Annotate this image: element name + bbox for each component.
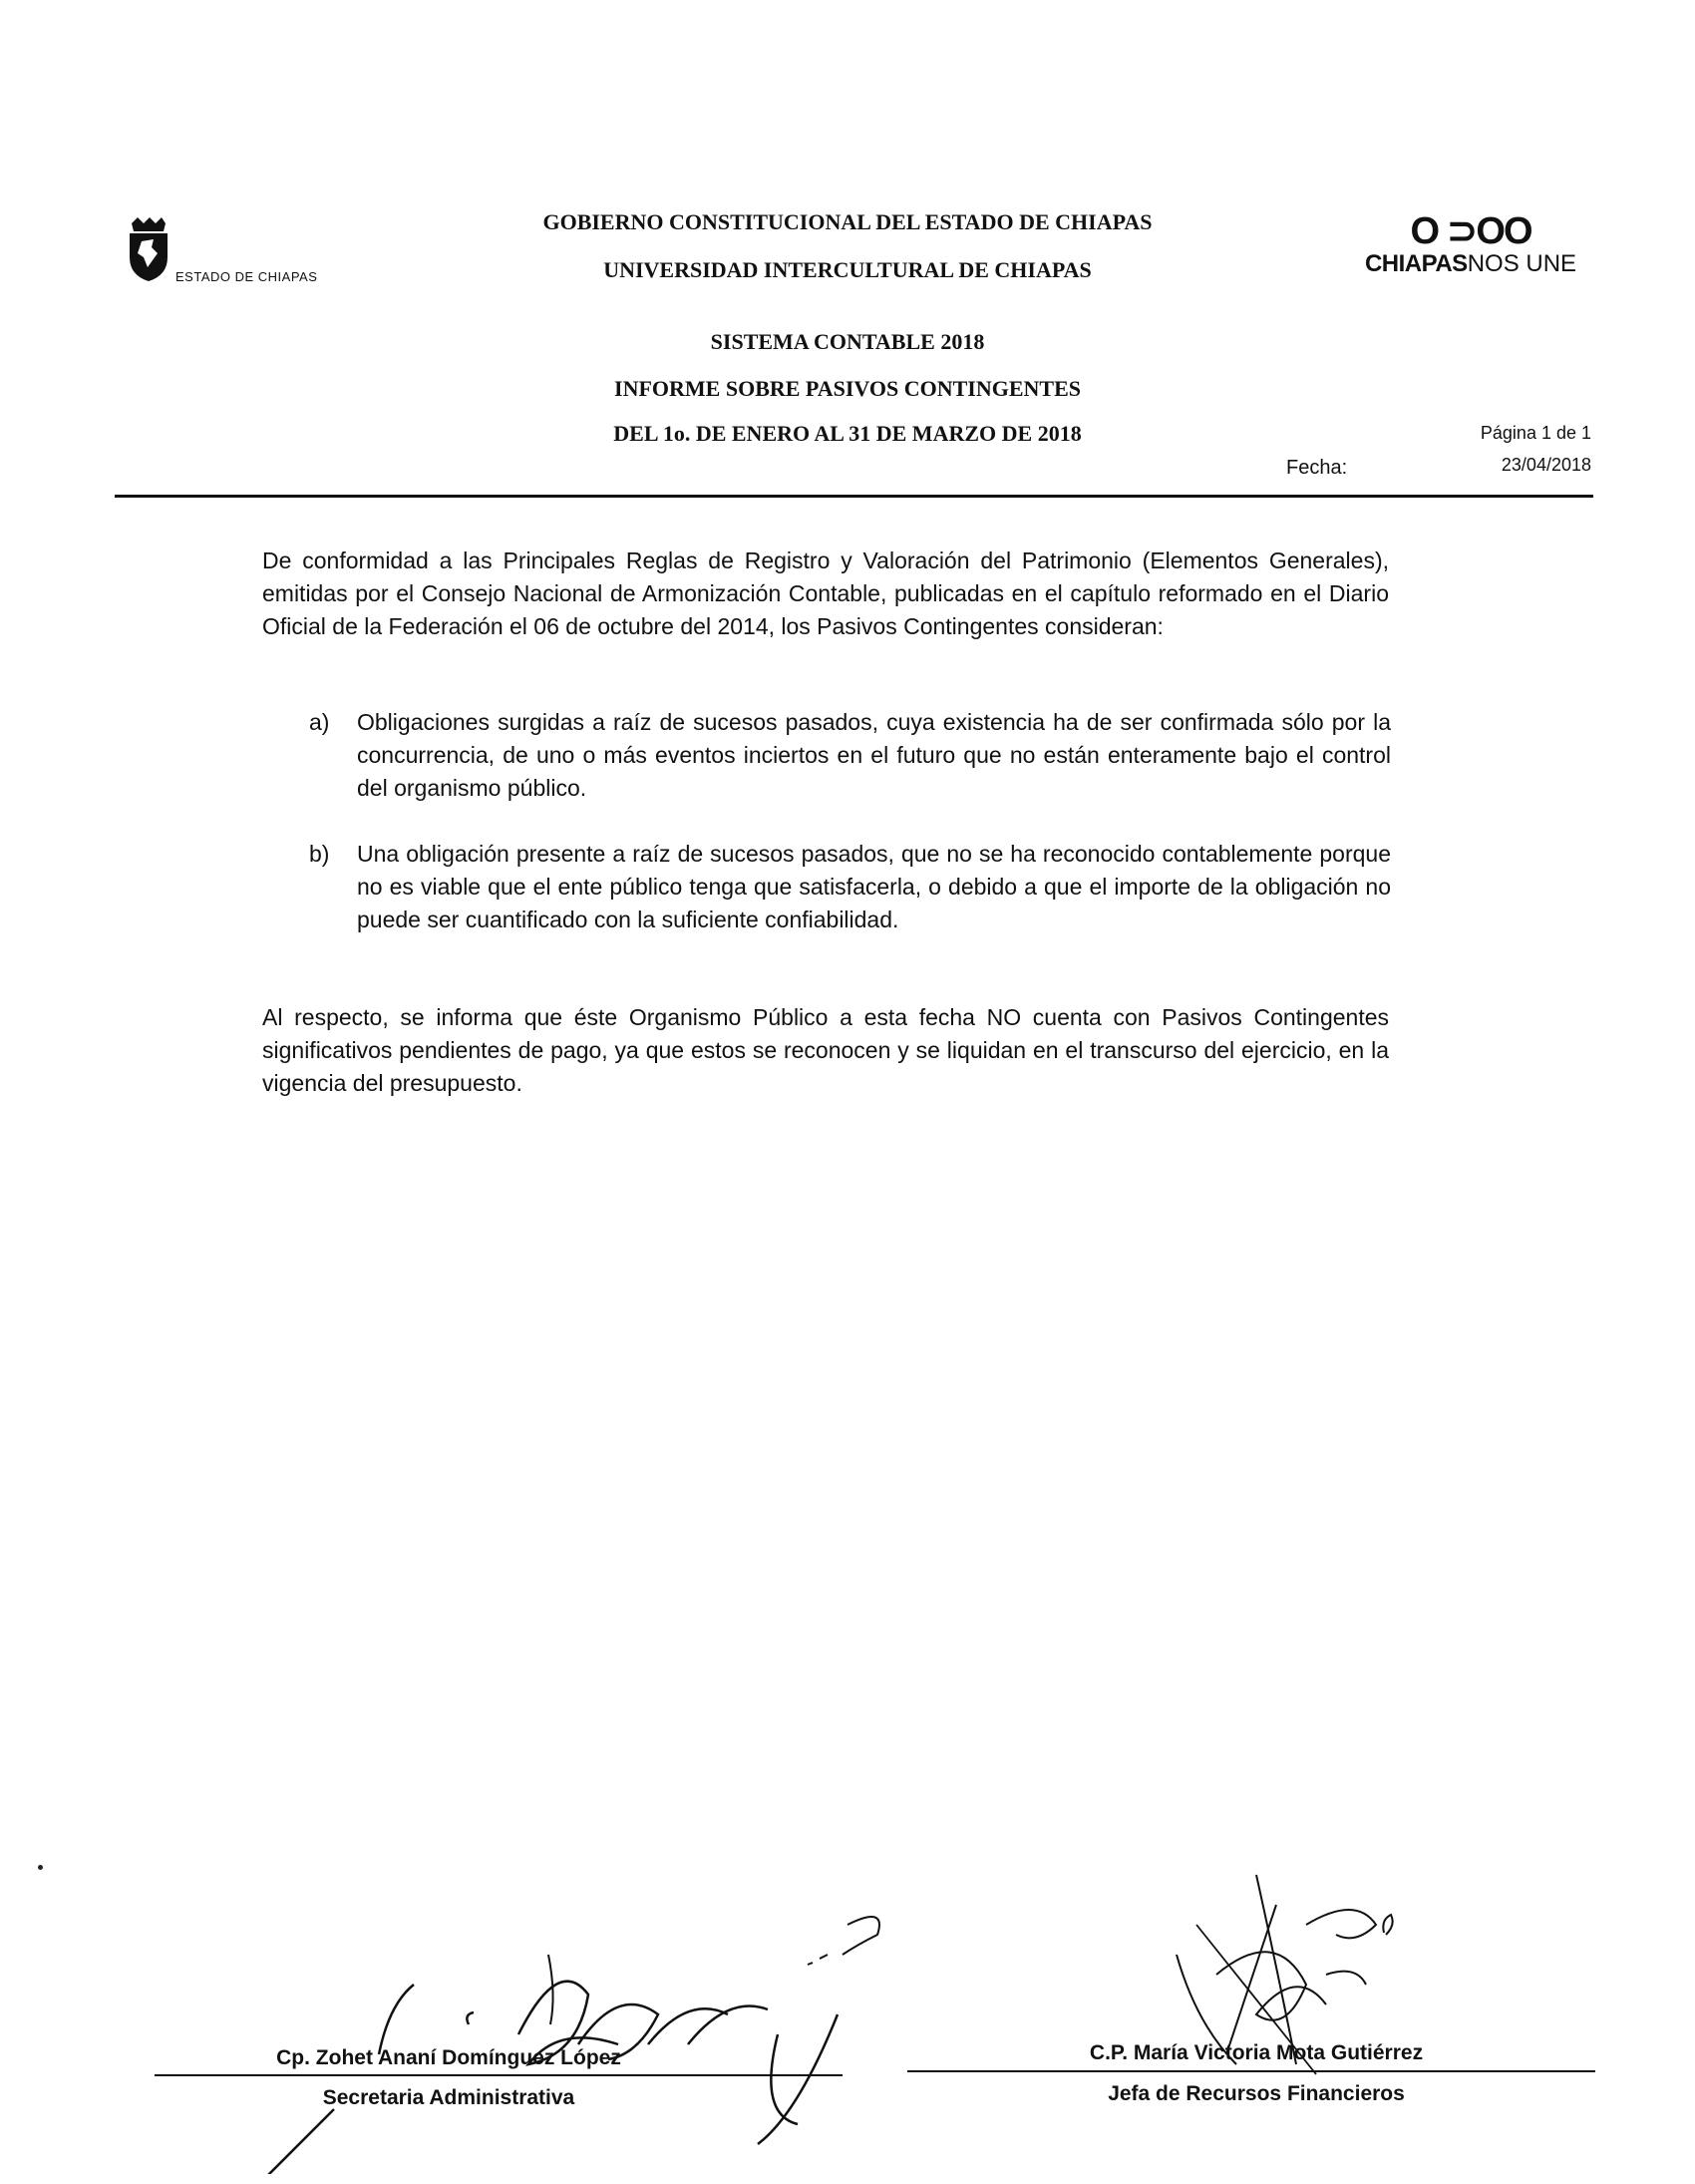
date-label: Fecha: — [1286, 457, 1348, 479]
university-title: UNIVERSIDAD INTERCULTURAL DE CHIAPAS — [603, 257, 1092, 282]
signature-line-2 — [907, 2070, 1595, 2072]
scan-dot — [38, 1865, 43, 1870]
system-title: SISTEMA CONTABLE 2018 — [710, 329, 985, 354]
period-title: DEL 1o. DE ENERO AL 31 DE MARZO DE 2018 — [613, 421, 1082, 446]
list-item-b — [309, 838, 1391, 936]
signature-scribble-1 — [239, 1915, 937, 2174]
list-item-text: Una obligación presente a raíz de sucesos pasados, que no se ha reconocido contablemente porque no es viable que el ente público tenga que satisfacerla, o debido a que el importe de la obligación no puede ser cuantificado con la suficiente confiabilidad. — [357, 841, 1391, 932]
header-divider — [115, 495, 1593, 498]
logo-slogan — [1346, 251, 1595, 277]
signature-line-1 — [155, 2074, 843, 2076]
list-item-label: b) — [309, 841, 330, 867]
report-title: INFORME SOBRE PASIVOS CONTINGENTES — [614, 376, 1081, 401]
government-title: GOBIERNO CONSTITUCIONAL DEL ESTADO DE CHIAPAS — [542, 209, 1153, 234]
logo-mark: O ⊃OO — [1410, 210, 1531, 252]
chiapas-nos-une-logo — [1346, 211, 1595, 277]
signature-name-1: Cp. Zohet Ananí Domínguez López — [276, 2046, 621, 2069]
list-item-a — [309, 706, 1391, 805]
signature-name-2: C.P. María Victoria Mota Gutiérrez — [1089, 2041, 1424, 2064]
intro-paragraph: De conformidad a las Principales Reglas de Registro y Valoración del Patrimonio (Elementos Generales), emitidas por el Consejo Nacional de Armonización Contable, publicadas en el capítulo reformado en el Diario Oficial de la Federación el 06 de octubre del 2014, los Pasivos Contingentes consideran: — [262, 547, 1389, 639]
page-number: Página 1 de 1 — [1480, 423, 1591, 443]
coat-of-arms-icon — [124, 217, 171, 281]
signature-title-1: Secretaria Administrativa — [322, 2086, 575, 2109]
logo-slogan-bold: CHIAPAS — [1364, 250, 1468, 277]
list-item-text: Obligaciones surgidas a raíz de sucesos pasados, cuya existencia ha de ser confirmada sólo por la concurrencia, de uno o más eventos inciertos en el futuro que no están enteramente bajo el control del organismo público. — [357, 709, 1391, 801]
state-logo — [118, 209, 377, 289]
state-logo-caption: ESTADO DE CHIAPAS — [175, 269, 318, 284]
signature-title-2: Jefa de Recursos Financieros — [1108, 2082, 1405, 2105]
date-value: 23/04/2018 — [1501, 455, 1591, 475]
list-item-label: a) — [309, 709, 330, 735]
logo-slogan-rest: NOS UNE — [1467, 250, 1577, 277]
closing-paragraph: Al respecto, se informa que éste Organismo Público a esta fecha NO cuenta con Pasivos Contingentes significativos pendientes de pago, ya que estos se reconocen y se liquidan en el transcurso del ejercicio, en la vigencia del presupuesto. — [262, 1004, 1389, 1096]
